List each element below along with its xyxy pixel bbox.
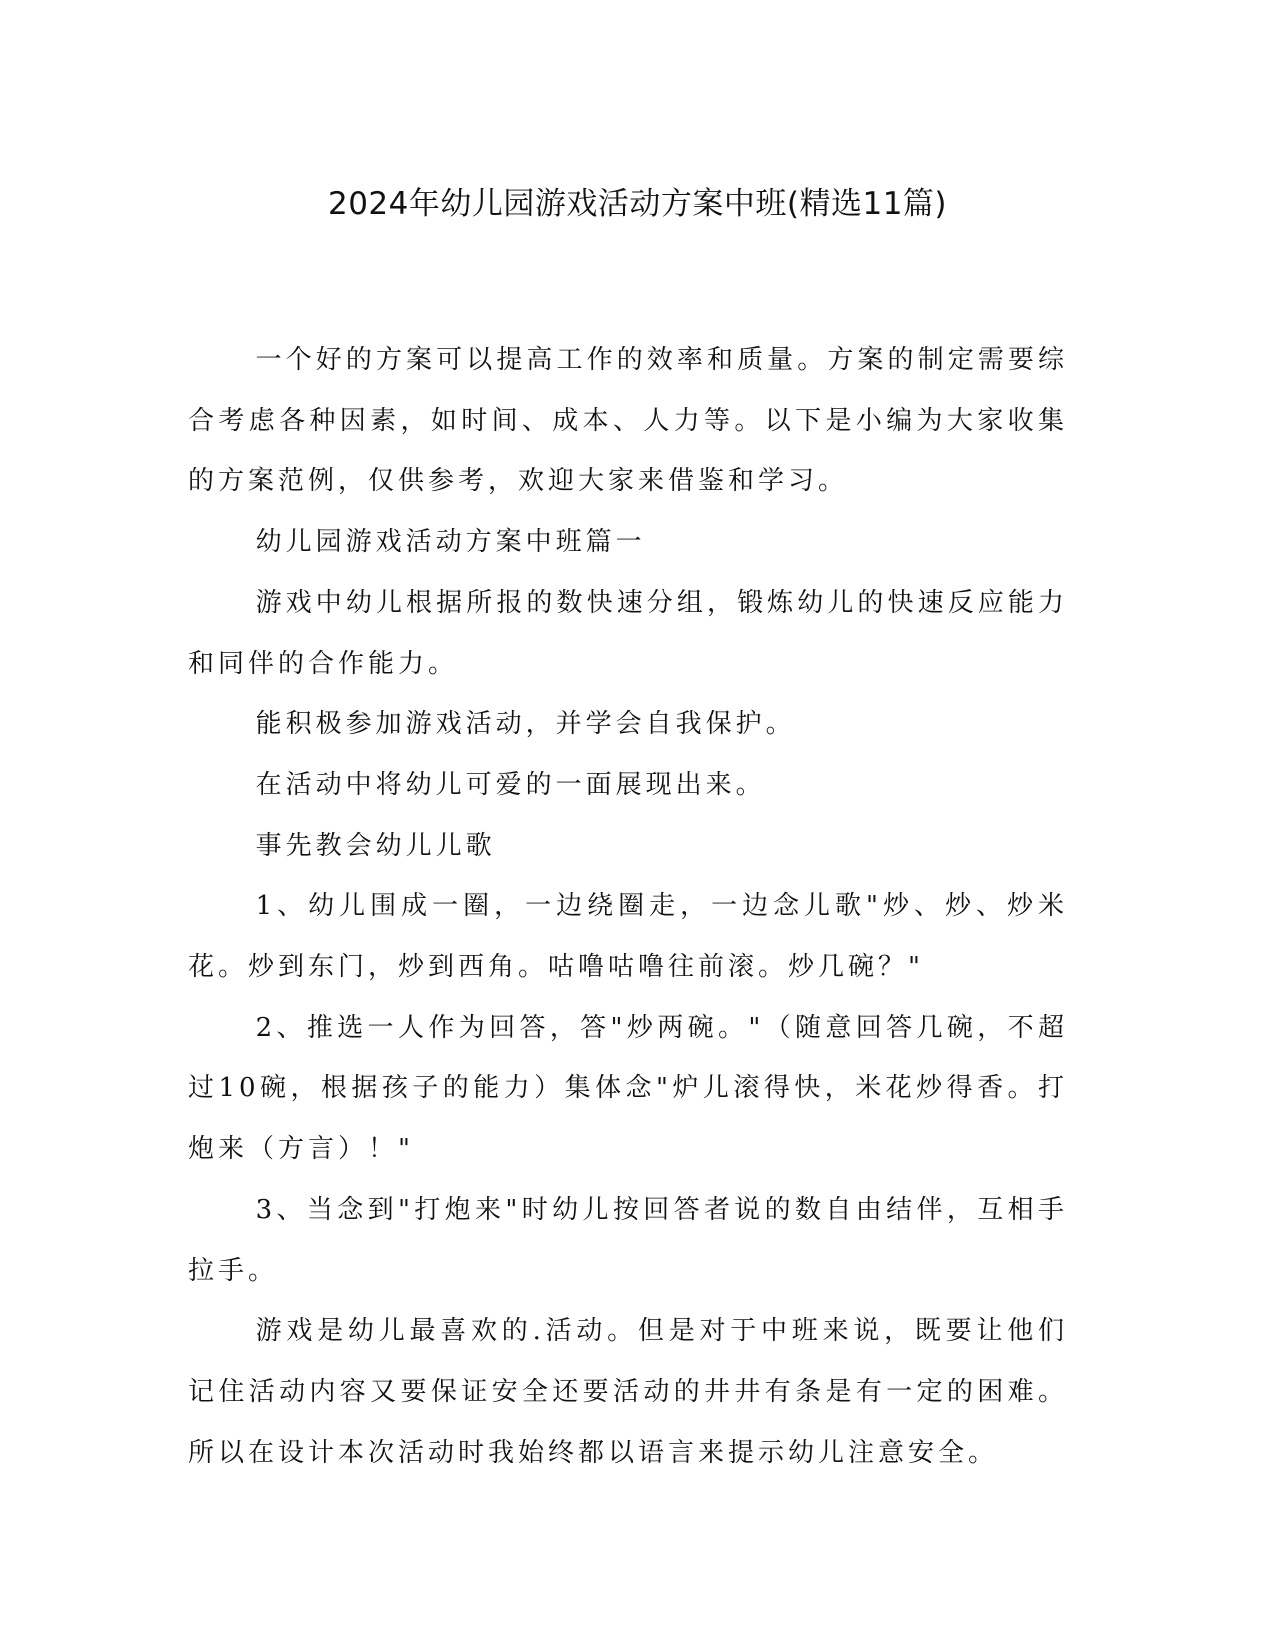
step-paragraph: 2、推选一人作为回答，答"炒两碗。"（随意回答几碗，不超过10碗，根据孩子的能力）集体念"炉儿滚得快，米花炒得香。打炮来（方言）！": [188, 1012, 1068, 1165]
paragraph: 游戏中幼儿根据所报的数快速分组，锻炼幼儿的快速反应能力和同伴的合作能力。: [188, 587, 1068, 679]
paragraph: 事先教会幼儿儿歌: [255, 830, 496, 861]
document-title: 2024年幼儿园游戏活动方案中班(精选11篇): [327, 186, 948, 222]
paragraph: 游戏是幼儿最喜欢的.活动。但是对于中班来说，既要让他们记住活动内容又要保证安全还要活动的井井有条是有一定的困难。所以在设计本次活动时我始终都以语言来提示幼儿注意安全。: [188, 1316, 1068, 1468]
step-paragraph: 1、幼儿围成一圈，一边绕圈走，一边念儿歌"炒、炒、炒米花。炒到东门，炒到西角。咕噜咕噜往前滚。炒几碗？": [188, 891, 1068, 983]
section-heading: 幼儿园游戏活动方案中班篇一: [255, 527, 646, 558]
document-body: [188, 330, 1068, 1483]
step-paragraph: 3、当念到"打炮来"时幼儿按回答者说的数自由结伴，互相手拉手。: [188, 1194, 1068, 1286]
paragraph: 在活动中将幼儿可爱的一面展现出来。: [255, 769, 766, 800]
paragraph: 能积极参加游戏活动，并学会自我保护。: [255, 709, 796, 740]
intro-paragraph: 一个好的方案可以提高工作的效率和质量。方案的制定需要综合考虑各种因素，如时间、成本、人力等。以下是小编为大家收集的方案范例，仅供参考，欢迎大家来借鉴和学习。: [188, 345, 1068, 497]
